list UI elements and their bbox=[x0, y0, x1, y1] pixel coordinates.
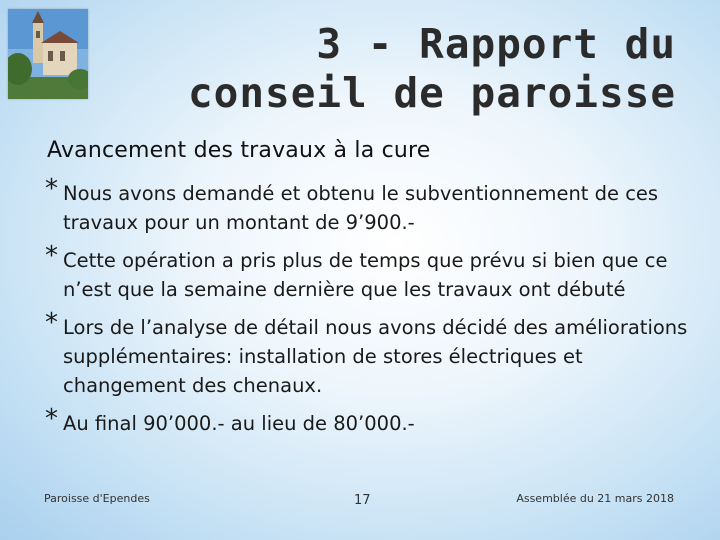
bullet-item bbox=[45, 241, 695, 304]
footer-date: Assemblée du 21 mars 2018 bbox=[516, 492, 674, 505]
bullet-text: Nous avons demandé et obtenu le subventionnement de ces travaux pour un montant de 9’900.- bbox=[63, 182, 659, 234]
footer-organization: Paroisse d'Ependes bbox=[44, 492, 150, 505]
bullet-marker: * bbox=[45, 404, 58, 434]
slide-subtitle: Avancement des travaux à la cure bbox=[47, 138, 431, 163]
slide-title: 3 - Rapport du conseil de paroisse bbox=[188, 20, 676, 117]
bullet-text: Cette opération a pris plus de temps que prévu si bien que ce n’est que la semaine dernière que les travaux ont débuté bbox=[63, 249, 668, 301]
bullet-list bbox=[45, 174, 695, 447]
bullet-text: Au final 90’000.- au lieu de 80’000.- bbox=[63, 412, 415, 435]
bullet-marker: * bbox=[45, 308, 58, 338]
bullet-item bbox=[45, 174, 695, 237]
page-number: 17 bbox=[354, 493, 371, 508]
bullet-marker: * bbox=[45, 174, 58, 204]
bullet-item bbox=[45, 308, 695, 400]
church-photo bbox=[8, 9, 88, 99]
bullet-text: Lors de l’analyse de détail nous avons décidé des améliorations supplémentaires: installation de stores électriques et changement des chenaux. bbox=[63, 316, 688, 397]
bullet-marker: * bbox=[45, 241, 58, 271]
bullet-item bbox=[45, 404, 695, 438]
